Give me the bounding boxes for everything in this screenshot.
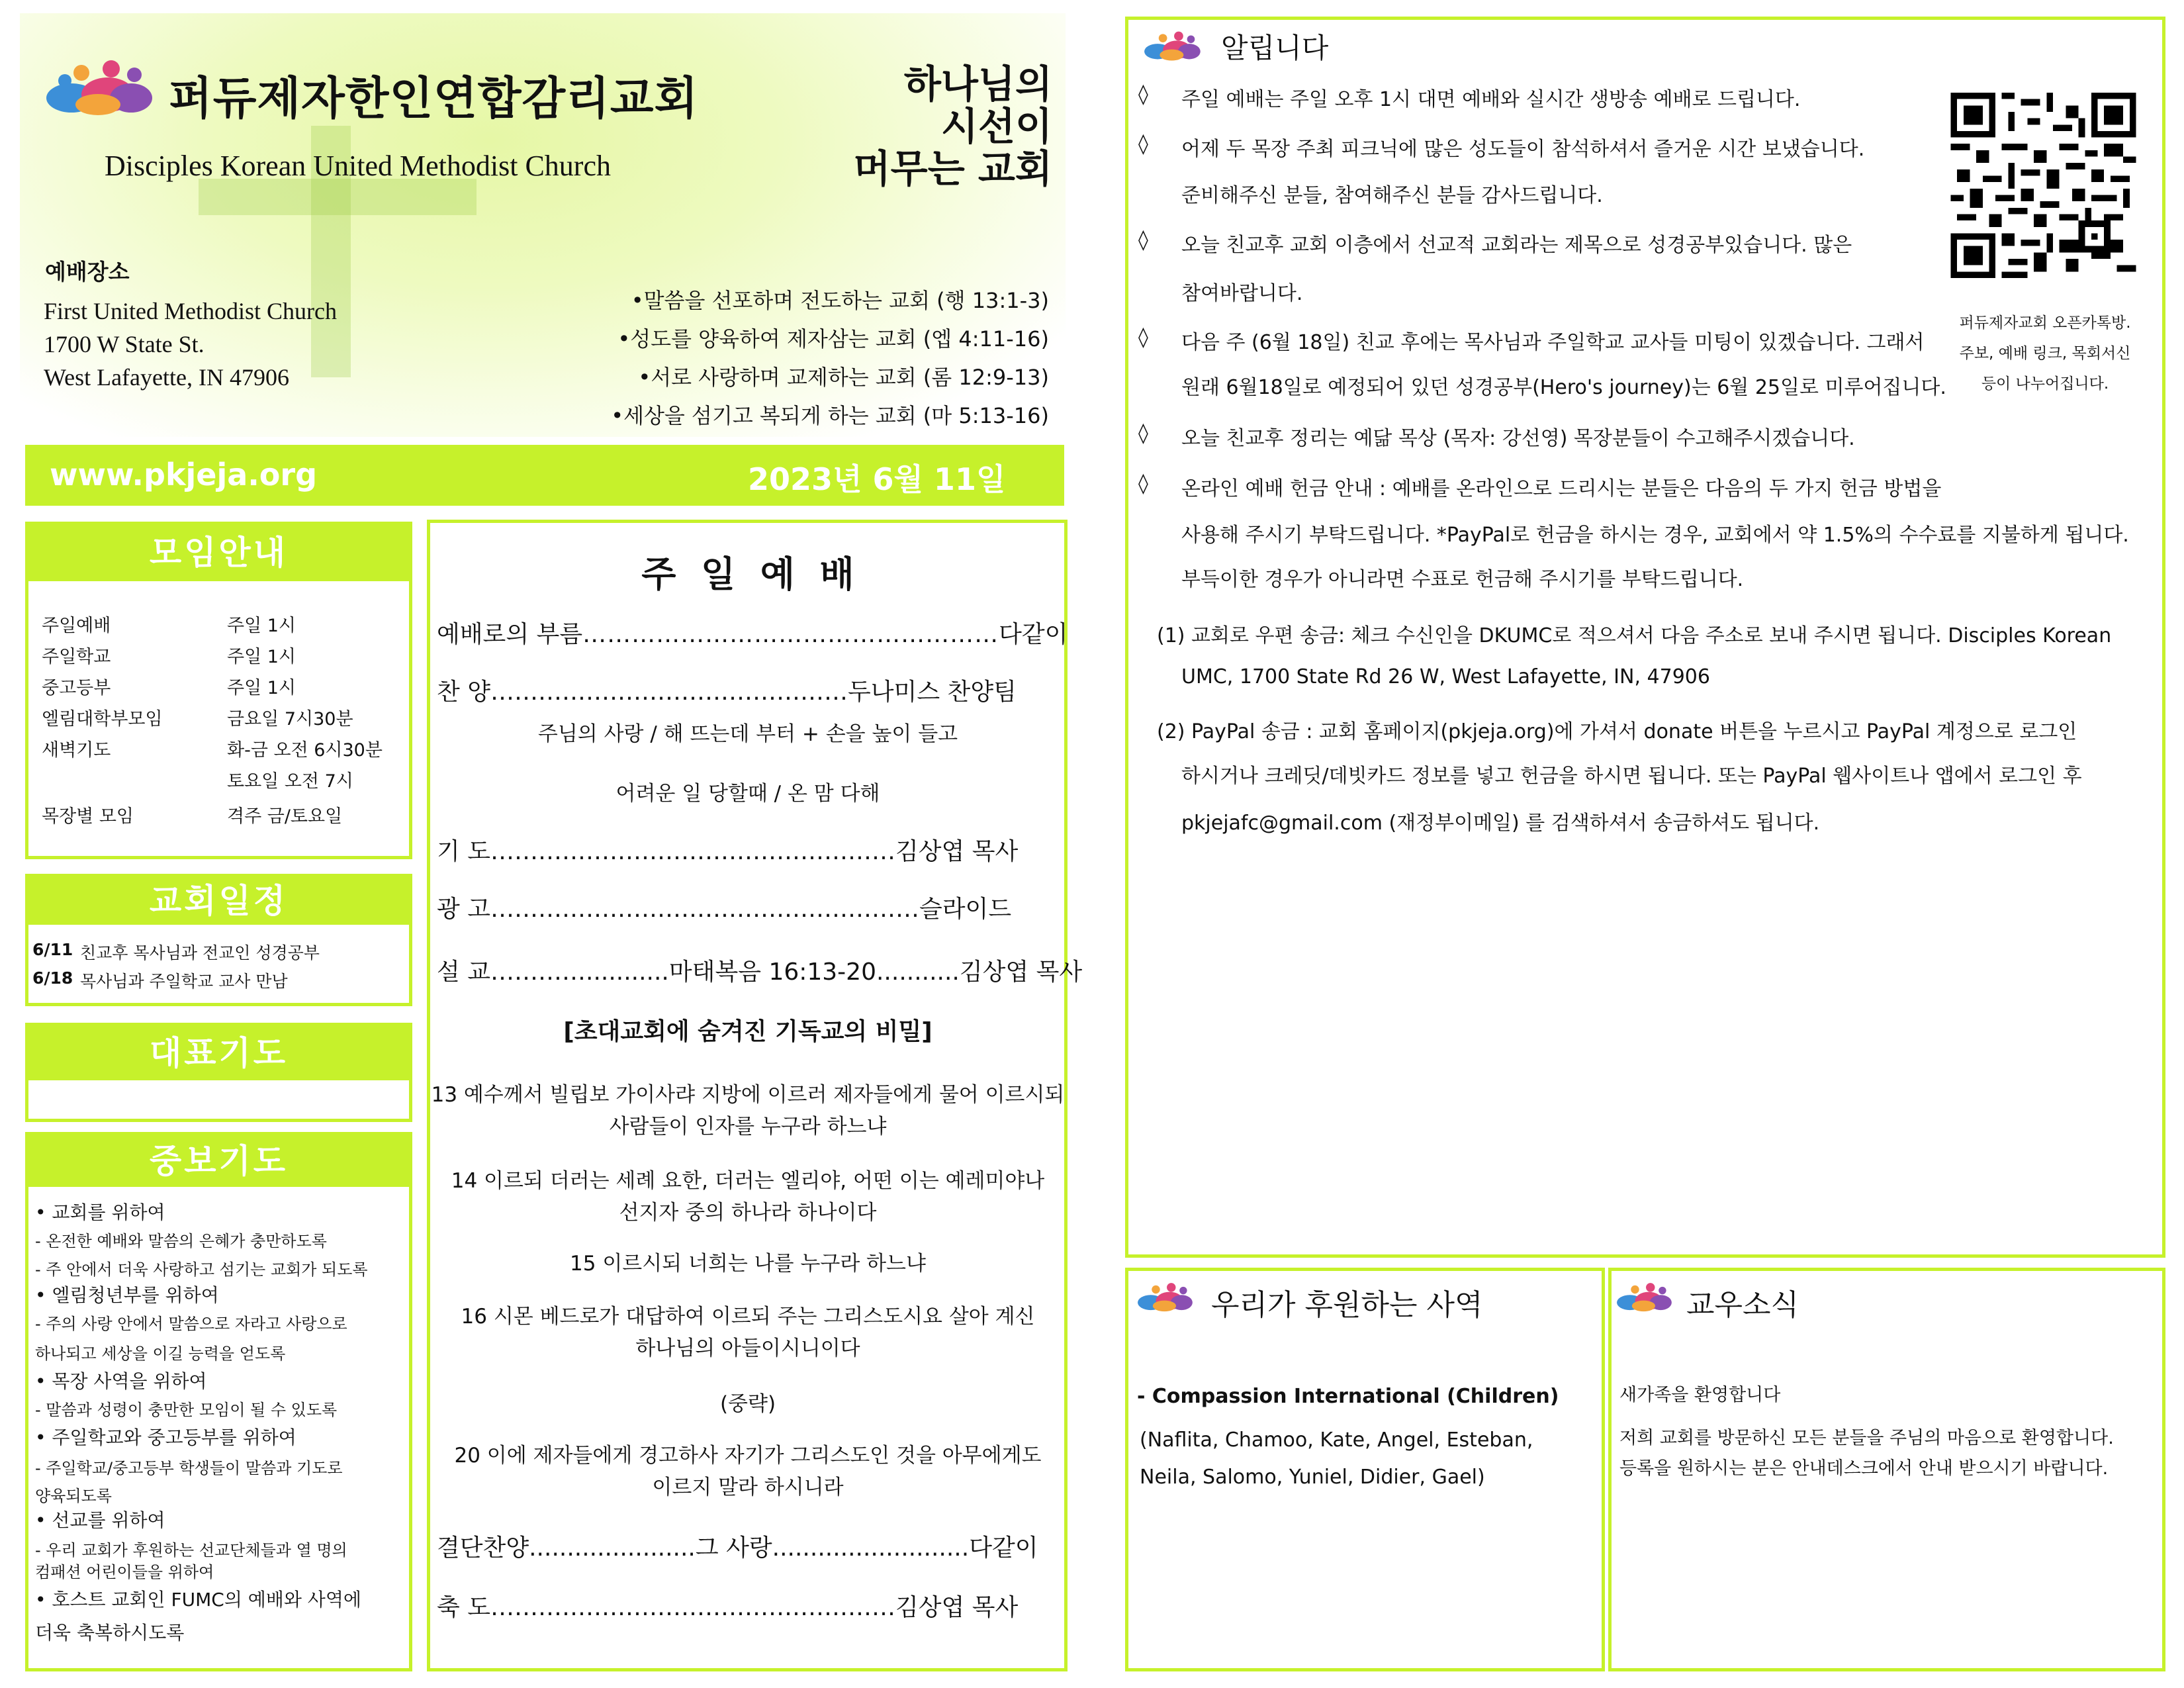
schedule-text-1: 친교후 목사님과 전교인 성경공부 [80, 943, 320, 962]
intercession-line-10: - 주일학교/중고등부 학생들이 말씀과 기도로 [35, 1459, 343, 1477]
praise-leader: 두나미스 찬양팀 [848, 679, 1017, 706]
slogan-line-1: 하나님의 [903, 62, 1052, 107]
website-link[interactable]: www.pkjeja.org [50, 457, 318, 492]
service-call: 예배로의 부름……………………………………………다같이 [437, 621, 1068, 648]
slogan-line-2: 시선이 [940, 104, 1052, 149]
missions-heading: - Compassion International (Children) [1137, 1385, 1559, 1408]
qr-caption [1933, 308, 2158, 399]
ann-bullet-4: ◊ [1138, 326, 1148, 349]
venue-line-3: West Lafayette, IN 47906 [44, 364, 289, 391]
rep-prayer-title: 대표기도 [28, 1026, 409, 1080]
intercession-line-1: • 교회를 위하여 [35, 1201, 165, 1223]
verse-line-2: 사람들이 인자를 누구라 하느냐 [609, 1115, 887, 1139]
intercession-line-6: 하나되고 세상을 이길 능력을 얻도록 [35, 1344, 286, 1363]
intercession-line-12: • 선교를 위하여 [35, 1509, 165, 1531]
qr-code-icon[interactable] [1949, 93, 2138, 278]
ann-item-1: 주일 예배는 주일 오후 1시 대면 예배와 실시간 생방송 예배로 드립니다. [1181, 88, 1801, 111]
bulletin-date: 2023년 6월 11일 [748, 461, 1006, 497]
schedule-text-2: 목사님과 주일학교 교사 만남 [80, 972, 288, 991]
church-logo-icon [45, 58, 158, 124]
meeting-time-4: 금요일 7시30분 [227, 709, 353, 729]
ann-bullet-6: ◊ [1138, 472, 1148, 495]
mission-line-1: •말씀을 선포하며 전도하는 교회 (행 13:1-3) [631, 288, 1049, 313]
praise-label: 찬 양 [437, 679, 490, 706]
members-news-heading: 새가족을 환영합니다 [1619, 1385, 1781, 1405]
ann-sub-1a: (1) 교회로 우편 송금: 체크 수신인을 DKUMC로 적으셔서 다음 주소로 보내 주시면 됩니다. Disciples Korean [1157, 624, 2112, 647]
meeting-time-5: 화-금 오전 6시30분 [227, 740, 383, 761]
mission-line-4: •세상을 섬기고 복되게 하는 교회 (마 5:13-16) [611, 403, 1049, 428]
church-name-en: Disciples Korean United Methodist Church [105, 150, 611, 182]
sermon-text: 마태복음 16:13-20 [668, 959, 876, 986]
verse-line-6: 16 시몬 베드로가 대답하여 이르되 주는 그리스도시요 살아 계신 [461, 1305, 1035, 1329]
ann-item-4a: 다음 주 (6월 18일) 친교 후에는 목사님과 주일학교 교사들 미팅이 있겠습니다. 그래서 [1181, 331, 1925, 354]
missions-logo-icon [1137, 1281, 1195, 1317]
service-title: 주 일 예 배 [641, 553, 854, 595]
missions-children [1140, 1422, 1533, 1496]
cross-image-bar [199, 179, 477, 215]
ann-bullet-3: ◊ [1138, 228, 1148, 252]
venue-label: 예배장소 [45, 259, 130, 285]
meeting-time-2: 주일 1시 [227, 647, 296, 667]
meetings-box [25, 522, 412, 859]
intercession-line-4: • 엘림청년부를 위하여 [35, 1284, 219, 1306]
ann-bullet-5: ◊ [1138, 422, 1148, 445]
verse-omitted: (중략) [719, 1392, 776, 1416]
meeting-name-5: 새벽기도 [42, 740, 111, 761]
service-prayer: 기 도……………………………………………김상엽 목사 [437, 838, 1019, 865]
members-news-text [1619, 1423, 2114, 1484]
prayer-leader: 김상엽 목사 [895, 838, 1019, 865]
intercession-box [25, 1132, 412, 1671]
ann-sub-2c: pkjejafc@gmail.com (재정부이메일) 를 검색하셔서 송금하셔도 됩니다. [1181, 812, 1820, 835]
intercession-line-9: • 주일학교와 중고등부를 위하여 [35, 1427, 296, 1448]
announcements-logo-icon [1144, 30, 1203, 66]
ann-sub-2a: (2) PayPal 송금 : 교회 홈페이지(pkjeja.org)에 가셔서 donate 버튼을 누르시고 PayPal 계정으로 로그인 [1157, 720, 2077, 743]
ann-item-3b: 참여바랍니다. [1181, 282, 1303, 305]
intercession-line-5: - 주의 사랑 안에서 말씀으로 자라고 사랑으로 [35, 1315, 347, 1333]
rep-prayer-box [25, 1023, 412, 1122]
sermon-leader: 김상엽 목사 [959, 959, 1083, 986]
missions-line-2: Neila, Salomo, Yuniel, Didier, Gael) [1140, 1466, 1485, 1489]
ann-sub-2b: 하시거나 크레딧/데빗카드 정보를 넣고 헌금을 하시면 됩니다. 또는 PayPal 웹사이트나 앱에서 로그인 후 [1181, 765, 2082, 788]
schedule-date-2: 6/18 [32, 968, 73, 988]
hymn-label: 결단찬양 [437, 1534, 529, 1562]
benediction-label: 축 도 [437, 1594, 490, 1621]
intercession-line-14: 컴패션 어린이들을 위하여 [35, 1563, 214, 1581]
members-news-title: 교우소식 [1686, 1288, 1799, 1322]
intercession-line-16: 더욱 축복하시도록 [35, 1622, 185, 1644]
service-closing-hymn: 결단찬양......................그 사랑..........................다같이 [437, 1534, 1038, 1562]
meeting-name-4: 엘림대학부모임 [42, 709, 163, 729]
verse-14 [430, 1165, 1066, 1229]
service-benediction: 축 도……………………………………………김상엽 목사 [437, 1594, 1019, 1621]
meeting-name-1: 주일예배 [42, 616, 111, 636]
verse-16 [430, 1301, 1066, 1364]
venue-address [44, 295, 337, 394]
qr-caption-line-1: 퍼듀제자교회 오픈카톡방. [1959, 314, 2131, 332]
benediction-leader: 김상엽 목사 [895, 1594, 1019, 1621]
notice-label: 광 고 [437, 896, 490, 923]
missions-title: 우리가 후원하는 사역 [1211, 1288, 1483, 1322]
meeting-time-3: 주일 1시 [227, 678, 296, 698]
schedule-date-1: 6/11 [32, 940, 73, 959]
schedule-title: 교회일정 [28, 877, 409, 925]
intercession-line-3: - 주 안에서 더욱 사랑하고 섬기는 교회가 되도록 [35, 1260, 368, 1279]
verse-line-1: 13 예수께서 빌립보 가이사랴 지방에 이르러 제자들에게 물어 이르시되 [431, 1083, 1065, 1107]
verse-line-10: 이르지 말라 하시니라 [652, 1476, 844, 1499]
ann-item-6c: 부득이한 경우가 아니라면 수표로 헌금해 주시기를 부탁드립니다. [1181, 568, 1744, 591]
ann-item-6b: 사용해 주시기 부탁드립니다. *PayPal로 헌금을 하시는 경우, 교회에서 약 1.5%의 수수료를 지불하게 됩니다. [1181, 524, 2129, 547]
intercession-line-15: • 호스트 교회인 FUMC의 예배와 사역에 [35, 1589, 361, 1611]
mission-line-2: •성도를 양육하여 제자삼는 교회 (엡 4:11-16) [617, 326, 1049, 352]
ann-item-6a: 온라인 예배 헌금 안내 : 예배를 온라인으로 드리시는 분들은 다음의 두 가지 헌금 방법을 [1181, 477, 1942, 500]
verse-15: 15 이르시되 너희는 나를 누구라 하느냐 [570, 1252, 926, 1276]
church-name-ko: 퍼듀제자한인연합감리교회 [169, 73, 699, 125]
meetings-title: 모임안내 [28, 525, 409, 581]
sermon-title: [초대교회에 숨겨진 기독교의 비밀] [563, 1018, 933, 1045]
verse-line-7: 하나님의 아들이시니이다 [635, 1336, 860, 1360]
venue-line-1: First United Methodist Church [44, 298, 337, 324]
missions-line-1: (Naflita, Chamoo, Kate, Angel, Esteban, [1140, 1429, 1533, 1452]
call-label: 예배로의 부름 [437, 621, 583, 648]
ann-sub-1b: UMC, 1700 State Rd 26 W, West Lafayette, IN, 47906 [1181, 665, 1710, 688]
ann-bullet-2: ◊ [1138, 132, 1148, 156]
sermon-label: 설 교 [437, 959, 490, 986]
meeting-time-6: 토요일 오전 7시 [227, 771, 353, 792]
intercession-line-11: 양육되도록 [35, 1487, 112, 1505]
meeting-name-2: 주일학교 [42, 647, 111, 667]
intercession-title: 중보기도 [28, 1135, 409, 1187]
ann-item-5: 오늘 친교후 정리는 예닮 목상 (목자: 강선영) 목장분들이 수고해주시겠습니다. [1181, 427, 1855, 450]
prayer-label: 기 도 [437, 838, 490, 865]
qr-caption-line-3: 등이 나누어집니다. [1981, 375, 2109, 393]
slogan [807, 63, 1052, 190]
meeting-name-3: 중고등부 [42, 678, 111, 698]
members-news-line-2: 등록을 원하시는 분은 안내데스크에서 안내 받으시기 바랍니다. [1619, 1458, 2109, 1479]
qr-caption-line-2: 주보, 예배 링크, 목회서신 [1959, 345, 2131, 362]
verse-line-4: 선지자 중의 하나라 하나이다 [619, 1201, 877, 1225]
announcements-title: 알립니다 [1221, 32, 1329, 64]
hymn-leader: 다같이 [969, 1534, 1038, 1562]
praise-line-2: 어려운 일 당할때 / 온 맘 다해 [615, 782, 880, 806]
intercession-line-7: • 목장 사역을 위하여 [35, 1370, 207, 1392]
members-news-line-1: 저희 교회를 방문하신 모든 분들을 주님의 마음으로 환영합니다. [1619, 1428, 2114, 1448]
ann-item-3a: 오늘 친교후 교회 이층에서 선교적 교회라는 제목으로 성경공부있습니다. 많은 [1181, 234, 1852, 257]
slogan-line-3: 머무는 교회 [853, 146, 1052, 191]
call-leader: 다같이 [999, 621, 1068, 648]
ann-item-2b: 준비해주신 분들, 참여해주신 분들 감사드립니다. [1181, 184, 1603, 207]
notice-leader: 슬라이드 [919, 896, 1012, 923]
schedule-box [25, 874, 412, 1006]
service-praise: 찬 양………………………………………두나미스 찬양팀 [437, 679, 1017, 706]
intercession-line-2: - 온전한 예배와 말씀의 은혜가 충만하도록 [35, 1232, 327, 1250]
verse-line-9: 20 이에 제자들에게 경고하사 자기가 그리스도인 것을 아무에게도 [454, 1444, 1042, 1468]
service-sermon: 설 교…………...........마태복음 16:13-20...........김상엽 목사 [437, 959, 1083, 986]
ann-item-2a: 어제 두 목장 주최 피크닉에 많은 성도들이 참석하셔서 즐거운 시간 보냈습니다. [1181, 138, 1865, 161]
intercession-line-8: - 말씀과 성령이 충만한 모임이 될 수 있도록 [35, 1401, 338, 1419]
meeting-name-7: 목장별 모임 [42, 806, 134, 827]
ann-bullet-1: ◊ [1138, 83, 1148, 106]
service-notice: 광 고………………………………………………슬라이드 [437, 896, 1012, 923]
meeting-time-7: 격주 금/토요일 [227, 806, 343, 827]
venue-line-2: 1700 W State St. [44, 331, 205, 357]
intercession-line-13: - 우리 교회가 후원하는 선교단체들과 열 명의 [35, 1541, 347, 1560]
meeting-time-1: 주일 1시 [227, 616, 296, 636]
hymn-text: 그 사랑 [695, 1534, 772, 1562]
verse-20 [430, 1440, 1066, 1503]
mission-line-3: •서로 사랑하며 교제하는 교회 (롬 12:9-13) [638, 365, 1049, 390]
mission-statements [569, 281, 1049, 435]
praise-line-1: 주님의 사랑 / 해 뜨는데 부터 + 손을 높이 들고 [537, 722, 958, 746]
verse-line-3: 14 이르되 더러는 세례 요한, 더러는 엘리야, 어떤 이는 예레미야나 [451, 1169, 1045, 1193]
members-news-logo-icon [1616, 1281, 1674, 1317]
verse-13 [430, 1079, 1066, 1143]
ann-item-4b: 원래 6월18일로 예정되어 있던 성경공부(Hero's journey)는 6월 25일로 미루어집니다. [1181, 376, 1946, 399]
